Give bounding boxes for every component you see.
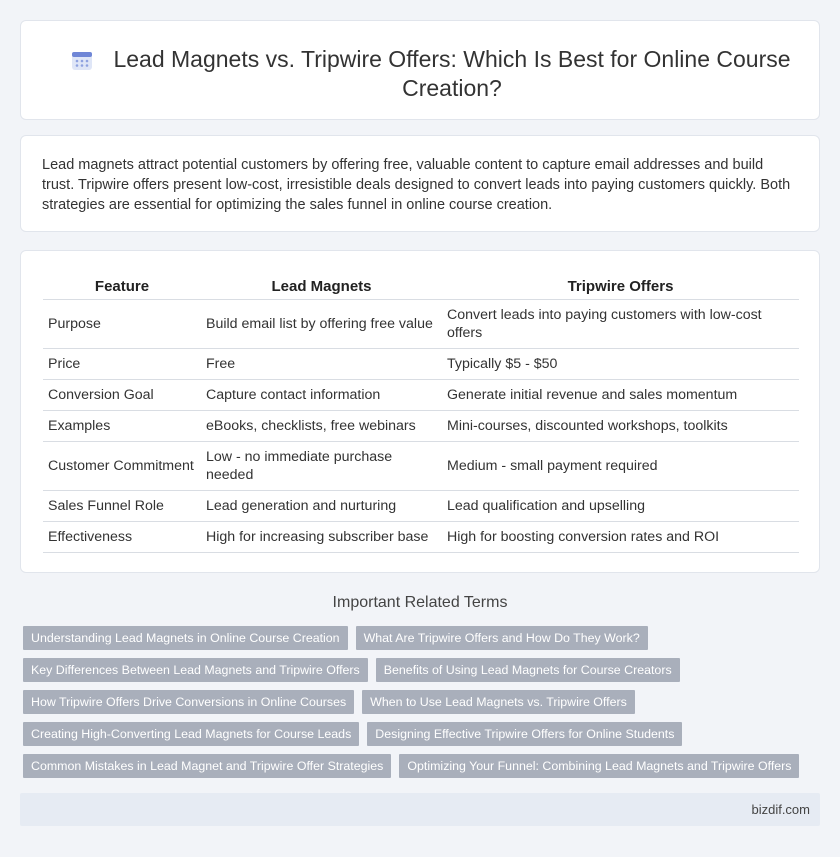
footer [20,793,820,826]
table-cell: Generate initial revenue and sales momentum [442,379,799,410]
table-cell: Free [201,348,442,379]
related-term-tag[interactable]: Common Mistakes in Lead Magnet and Tripwire Offer Strategies [23,754,391,778]
comparison-card [20,250,820,573]
table-cell: High for increasing subscriber base [201,521,442,552]
intro-card [20,135,820,232]
comparison-table [43,273,799,553]
table-row [43,441,799,490]
table-cell: Low - no immediate purchase needed [201,441,442,490]
table-row [43,379,799,410]
table-row [43,348,799,379]
column-header-feature: Feature [43,273,201,299]
related-term-tag[interactable]: Designing Effective Tripwire Offers for Online Students [367,722,682,746]
table-cell: Build email list by offering free value [201,299,442,348]
table-header-row [43,273,799,299]
tag-row [23,626,813,650]
tag-row [23,690,813,714]
table-cell: Customer Commitment [43,441,201,490]
related-term-tag[interactable]: How Tripwire Offers Drive Conversions in Online Courses [23,690,354,714]
table-cell: Mini-courses, discounted workshops, toolkits [442,410,799,441]
table-cell: Medium - small payment required [442,441,799,490]
table-row [43,410,799,441]
intro-paragraph: Lead magnets attract potential customers by offering free, valuable content to capture email addresses and build trust. Tripwire offers present low-cost, irresistible deals designed to convert leads into paying customers quickly. Both strategies are essential for optimizing the sales funnel in online course creation. [42,157,791,213]
related-term-tag[interactable]: Benefits of Using Lead Magnets for Course Creators [376,658,680,682]
column-header-tripwire-offers: Tripwire Offers [442,273,799,299]
table-cell: Price [43,348,201,379]
table-row [43,490,799,521]
footer-site-link[interactable]: bizdif.com [751,802,810,817]
tag-row [23,658,813,682]
table-cell: Conversion Goal [43,379,201,410]
related-term-tag[interactable]: Optimizing Your Funnel: Combining Lead Magnets and Tripwire Offers [399,754,799,778]
table-cell: Typically $5 - $50 [442,348,799,379]
related-term-tag[interactable]: Creating High-Converting Lead Magnets for Course Leads [23,722,359,746]
table-cell: Lead generation and nurturing [201,490,442,521]
table-row [43,521,799,552]
table-cell: Convert leads into paying customers with low-cost offers [442,299,799,348]
table-cell: Effectiveness [43,521,201,552]
page-title: Lead Magnets vs. Tripwire Offers: Which Is Best for Online Course Creation? [113,46,791,101]
table-cell: Purpose [43,299,201,348]
tag-row [23,754,813,778]
related-term-tag[interactable]: Understanding Lead Magnets in Online Course Creation [23,626,348,650]
table-cell: Capture contact information [201,379,442,410]
title-card [20,20,820,120]
related-terms-heading: Important Related Terms [332,594,508,611]
table-cell: Examples [43,410,201,441]
related-term-tag[interactable]: When to Use Lead Magnets vs. Tripwire Offers [362,690,635,714]
related-terms-list [23,626,813,786]
table-row [43,299,799,348]
tag-row [23,722,813,746]
table-cell: High for boosting conversion rates and ROI [442,521,799,552]
column-header-lead-magnets: Lead Magnets [201,273,442,299]
table-cell: Lead qualification and upselling [442,490,799,521]
table-cell: eBooks, checklists, free webinars [201,410,442,441]
related-term-tag[interactable]: Key Differences Between Lead Magnets and Tripwire Offers [23,658,368,682]
related-term-tag[interactable]: What Are Tripwire Offers and How Do They Work? [356,626,648,650]
table-cell: Sales Funnel Role [43,490,201,521]
